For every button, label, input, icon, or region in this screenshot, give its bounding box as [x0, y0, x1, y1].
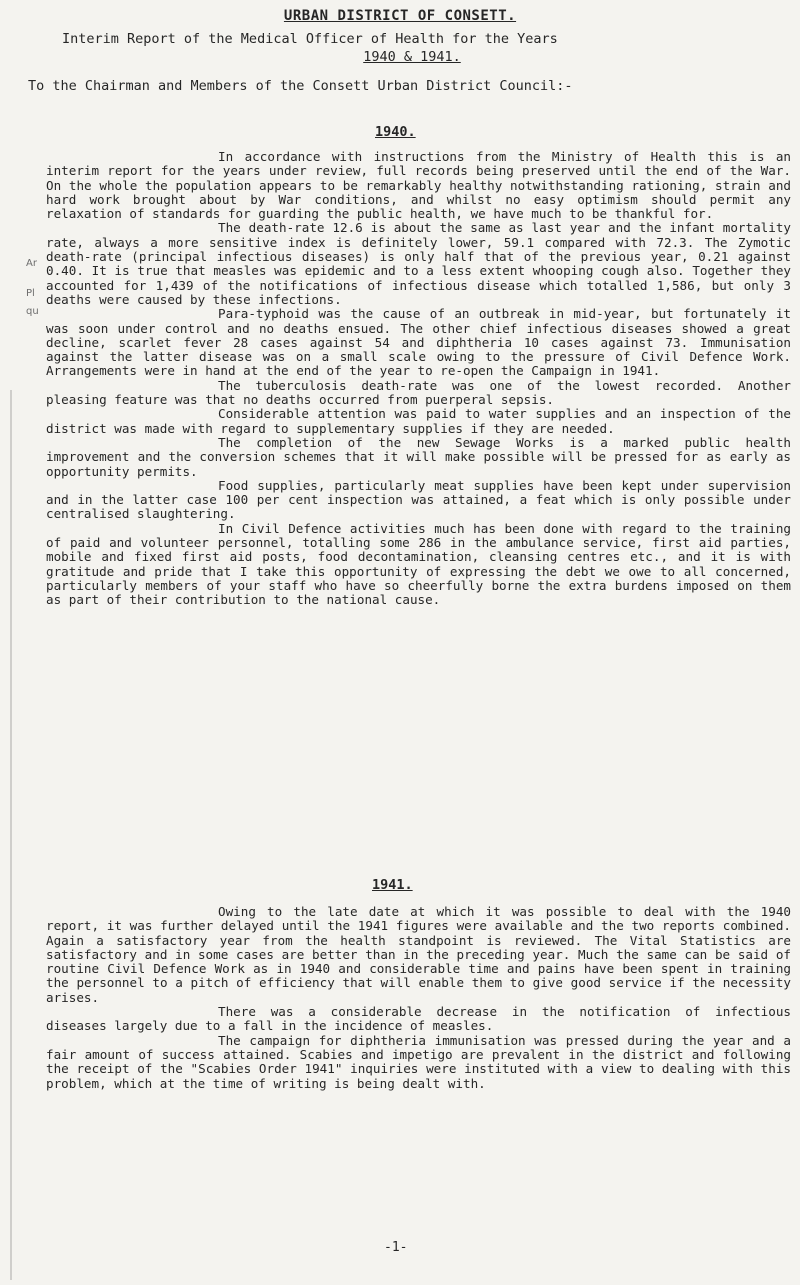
paragraph: The completion of the new Sewage Works is a marked public health improvement and the conversion schemes that it will make possible will be pressed for as early as opportunity permits.	[46, 434, 791, 479]
margin-note-3: qu	[26, 306, 39, 317]
paragraph: The tuberculosis death-rate was one of the lowest recorded. Another pleasing feature was that no deaths occurred from puerperal sepsis.	[46, 377, 791, 408]
address-line: To the Chairman and Members of the Consett Urban District Council:-	[28, 78, 573, 94]
report-subtitle	[62, 30, 762, 66]
section-title-1941: 1941.	[372, 877, 413, 893]
section-1941-body	[46, 905, 791, 1091]
paragraph: There was a considerable decrease in the notification of infectious diseases largely due to a fall in the incidence of measles.	[46, 1004, 791, 1034]
paragraph: In accordance with instructions from the Ministry of Health this is an interim report for the years under review, full records being preserved until the end of the War. On the whole the population appears to be remarkably healthy notwithstanding rationing, strain and hard work brought about by War conditions, and whilst no easy optimism should permit any relaxation of standards for guarding the public health, we have much to be thankful for.	[46, 149, 791, 222]
subtitle-line-2: 1940 & 1941.	[363, 49, 461, 65]
paragraph: The campaign for diphtheria immunisation was pressed during the year and a fair amount of success attained. Scabies and impetigo are prevalent in the district and following the receipt of the "Scabies Order 1941" inquiries were instituted with a view to dealing with this problem, which at the time of writing is being dealt with.	[46, 1032, 791, 1091]
margin-note-2: Pl	[26, 288, 35, 299]
paragraph: The death-rate 12.6 is about the same as last year and the infant mortality rate, always a more sensitive index is definitely lower, 59.1 compared with 72.3. The Zymotic death-rate (principal infectious diseases) is only half that of the previous year, 0.21 against 0.40. It is true that measles was epidemic and to a less extent whooping cough also. Together they accounted for 1,439 of the notifications of infectious disease which totalled 1,586, but only 3 deaths were caused by these infections.	[46, 220, 791, 307]
section-title-1940: 1940.	[375, 124, 416, 140]
document-header	[0, 8, 800, 24]
margin-note-1: Ar	[26, 258, 37, 269]
paragraph: Considerable attention was paid to water supplies and an inspection of the district was made with regard to supplementary supplies if they are needed.	[46, 406, 791, 436]
page-number: -1-	[384, 1240, 408, 1255]
page-edge-shadow	[10, 390, 12, 1280]
paragraph: Para-typhoid was the cause of an outbreak in mid-year, but fortunately it was soon under control and no deaths ensued. The other chief infectious diseases showed a great decline, scarlet fever 28 cases against 54 and diphtheria 10 cases against 73. Immunisation against the latter disease was on a small scale owing to the pressure of Civil Defence Work. Arrangements were in hand at the end of the year to re-open the Campaign in 1941.	[46, 306, 791, 379]
paragraph: Food supplies, particularly meat supplies have been kept under supervision and in the latter case 100 per cent inspection was attained, a feat which is only possible under centralised slaughtering.	[46, 477, 791, 522]
header-text: URBAN DISTRICT OF CONSETT.	[283, 8, 517, 24]
subtitle-line-1: Interim Report of the Medical Officer of Health for the Years	[62, 31, 558, 47]
section-1940-body	[46, 150, 791, 608]
paragraph: Owing to the late date at which it was possible to deal with the 1940 report, it was further delayed until the 1941 figures were available and the two reports combined. Again a satisfactory year from the health standpoint is reviewed. The Vital Statistics are satisfactory and in some cases are better than in the preceding year. Much the same can be said of routine Civil Defence Work as in 1940 and considerable time and pains have been spent in training the personnel to a pitch of efficiency that will enable them to give good service if the necessity arises.	[46, 904, 791, 1005]
paragraph: In Civil Defence activities much has been done with regard to the training of paid and volunteer personnel, totalling some 286 in the ambulance service, first aid parties, mobile and fixed first aid posts, food decontamination, cleansing centres etc., and it is with gratitude and pride that I take this opportunity of expressing the debt we owe to all concerned, particularly members of your staff who have so cheerfully borne the extra burdens imposed on them as part of their contribution to the national cause.	[46, 520, 791, 608]
